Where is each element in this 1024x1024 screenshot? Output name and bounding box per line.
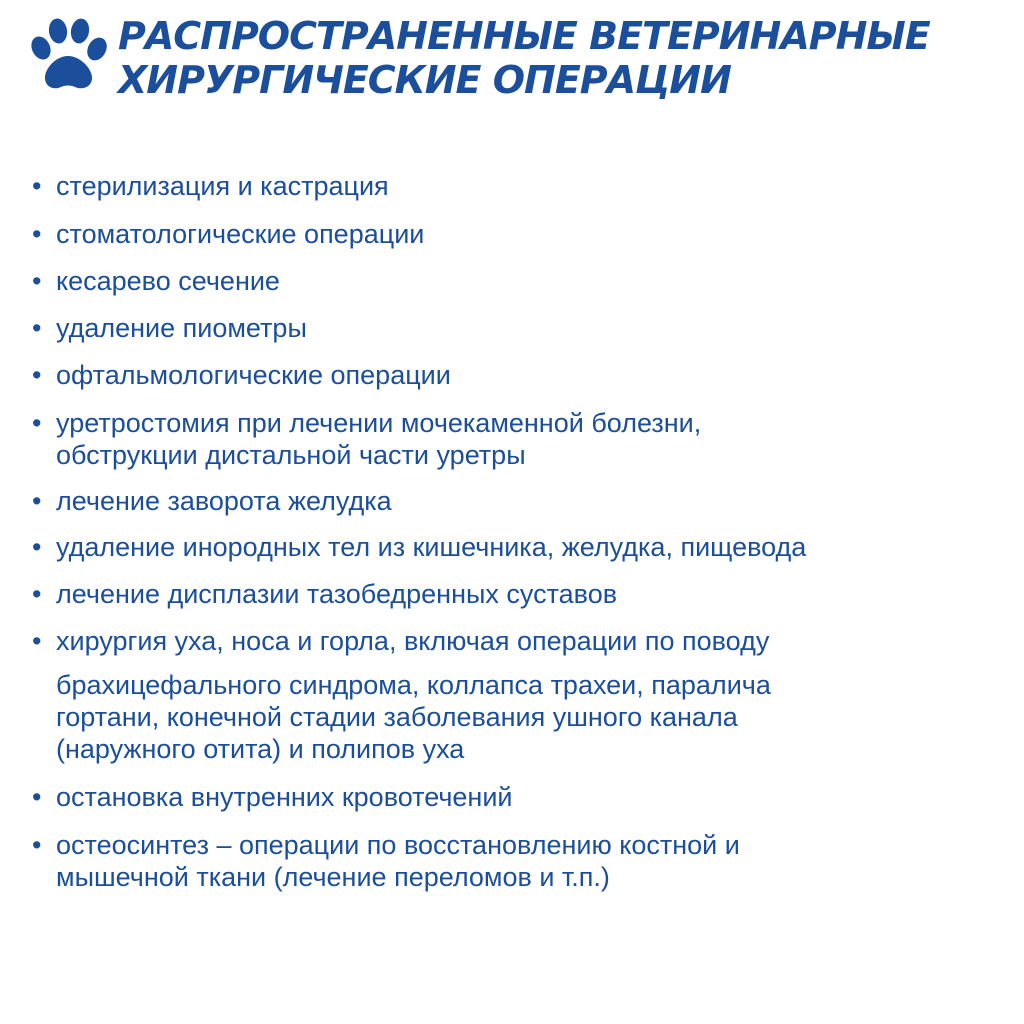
bullet: • (32, 171, 42, 201)
list-item (30, 312, 1000, 344)
list-item-line: удаление инородных тел из кишечника, желудка, пищевода (56, 532, 807, 562)
list-item-line: брахицефального синдрома, коллапса трахеи, паралича (56, 670, 771, 700)
list-item-line: стерилизация и кастрация (56, 171, 389, 201)
list-item (30, 781, 1000, 813)
list-item (30, 829, 1000, 893)
bullet: • (32, 313, 42, 343)
list-item (30, 669, 1000, 765)
list-item-line: гортани, конечной стадии заболевания ушного канала (56, 702, 738, 732)
list-item-line: кесарево сечение (56, 266, 280, 296)
list-item-line: стоматологические операции (56, 219, 425, 249)
bullet: • (32, 219, 42, 249)
bullet: • (32, 532, 42, 562)
list-item (30, 359, 1000, 391)
list-item-line: остановка внутренних кровотечений (56, 782, 513, 812)
list-item (30, 170, 1000, 202)
bullet: • (32, 360, 42, 390)
list-item (30, 218, 1000, 250)
bullet: • (32, 486, 42, 516)
page-title (118, 14, 930, 102)
list-item (30, 578, 1000, 610)
list-item-line: (наружного отита) и полипов уха (56, 734, 465, 764)
list-item (30, 485, 1000, 517)
list-item-line: лечение дисплазии тазобедренных суставов (56, 579, 618, 609)
bullet: • (32, 626, 42, 656)
title-line-2: ХИРУРГИЧЕСКИЕ ОПЕРАЦИИ (118, 58, 731, 102)
header (28, 10, 1008, 110)
list-item-line: остеосинтез – операции по восстановлению костной и (56, 830, 740, 860)
list-item (30, 625, 1000, 657)
list-item-line: удаление пиометры (56, 313, 307, 343)
list-item-line: уретростомия при лечении мочекаменной болезни, (56, 408, 702, 438)
list-item-line: офтальмологические операции (56, 360, 451, 390)
bullet: • (32, 830, 42, 860)
list-item (30, 265, 1000, 297)
operations-list (30, 170, 1000, 893)
title-line-1: РАСПРОСТРАНЕННЫЕ ВЕТЕРИНАРНЫЕ (118, 14, 930, 58)
bullet: • (32, 408, 42, 438)
list-item-line: лечение заворота желудка (56, 486, 392, 516)
list-item-line: обструкции дистальной части уретры (56, 440, 526, 470)
bullet: • (32, 782, 42, 812)
list-item-line: мышечной ткани (лечение переломов и т.п.) (56, 862, 610, 892)
list-item-line: хирургия уха, носа и горла, включая операции по поводу (56, 626, 770, 656)
bullet: • (32, 579, 42, 609)
list-item (30, 407, 1000, 471)
list-item (30, 531, 1000, 563)
paw-icon (28, 16, 108, 96)
bullet: • (32, 266, 42, 296)
